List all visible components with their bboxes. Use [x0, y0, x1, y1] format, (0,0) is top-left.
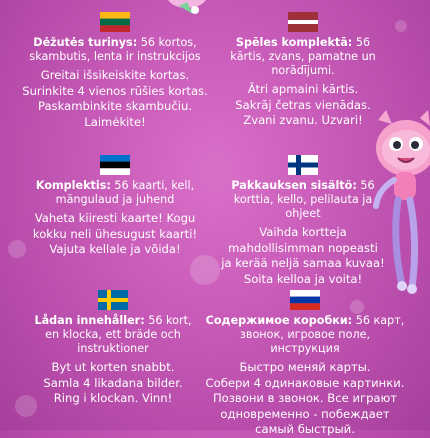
contents-heading: Spēles komplektā: 56 kārtis, zvans, pamatne un norādījumi.: [230, 36, 376, 77]
lang-block-ru: [205, 290, 405, 438]
sweden-flag-icon: [98, 290, 128, 310]
lang-block-lt: [20, 12, 210, 130]
contents-heading: Pakkauksen sisältö: 56 korttia, kello, pelilauta ja ohjeet: [231, 179, 375, 220]
bokeh-decoration: [395, 20, 407, 32]
estonia-flag-icon: [100, 155, 130, 175]
rules-text: Быстро меняй карты. Собери 4 одинаковые картинки. Позвони в звонок. Все играют одновременно - побеждает самый быстрый.: [205, 360, 405, 436]
finland-flag-icon: [288, 155, 318, 175]
rules-text: Greitai išsikeiskite kortas. Surinkite 4 vienos rūšies kortas. Paskambinkite skambučiu. Laimėkite!: [22, 68, 208, 129]
contents-heading: Содержимое коробки: 56 карт, звонок, игровое поле, инструкция: [205, 314, 405, 355]
rules-text: Ātri apmaini kārtis. Sakrāj četras vienādas. Zvani zvanu. Uzvari!: [235, 82, 371, 127]
contents-heading: Dėžutės turinys: 56 kortos, skambutis, lenta ir instrukcijos: [29, 36, 201, 63]
rules-text: Byt ut korten snabbt. Samla 4 likadana bilder. Ring i klockan. Vinn!: [43, 360, 183, 405]
contents-heading: Lådan innehåller: 56 kort, en klocka, ett bräde och instruktioner: [34, 314, 192, 355]
contents-heading: Komplektis: 56 kaarti, kell, mängulaud ja juhend: [35, 179, 195, 206]
lang-block-sv: [28, 290, 198, 407]
lithuania-flag-icon: [100, 12, 130, 32]
lang-block-fi: [218, 155, 388, 287]
bokeh-decoration: [8, 240, 26, 258]
bokeh-decoration: [190, 255, 220, 285]
latvia-flag-icon: [288, 12, 318, 32]
russia-flag-icon: [290, 290, 320, 310]
rules-text: Vaihda kortteja mahdollisimman nopeasti ja kerää neljä samaa kuvaa! Soita kelloa ja voita!: [221, 225, 385, 286]
lang-block-lv: [228, 12, 378, 129]
lang-block-et: [30, 155, 200, 258]
rules-text: Vaheta kiiresti kaarte! Kogu kokku neli ühesugust kaarti! Vajuta kellale ja võida!: [32, 211, 198, 256]
